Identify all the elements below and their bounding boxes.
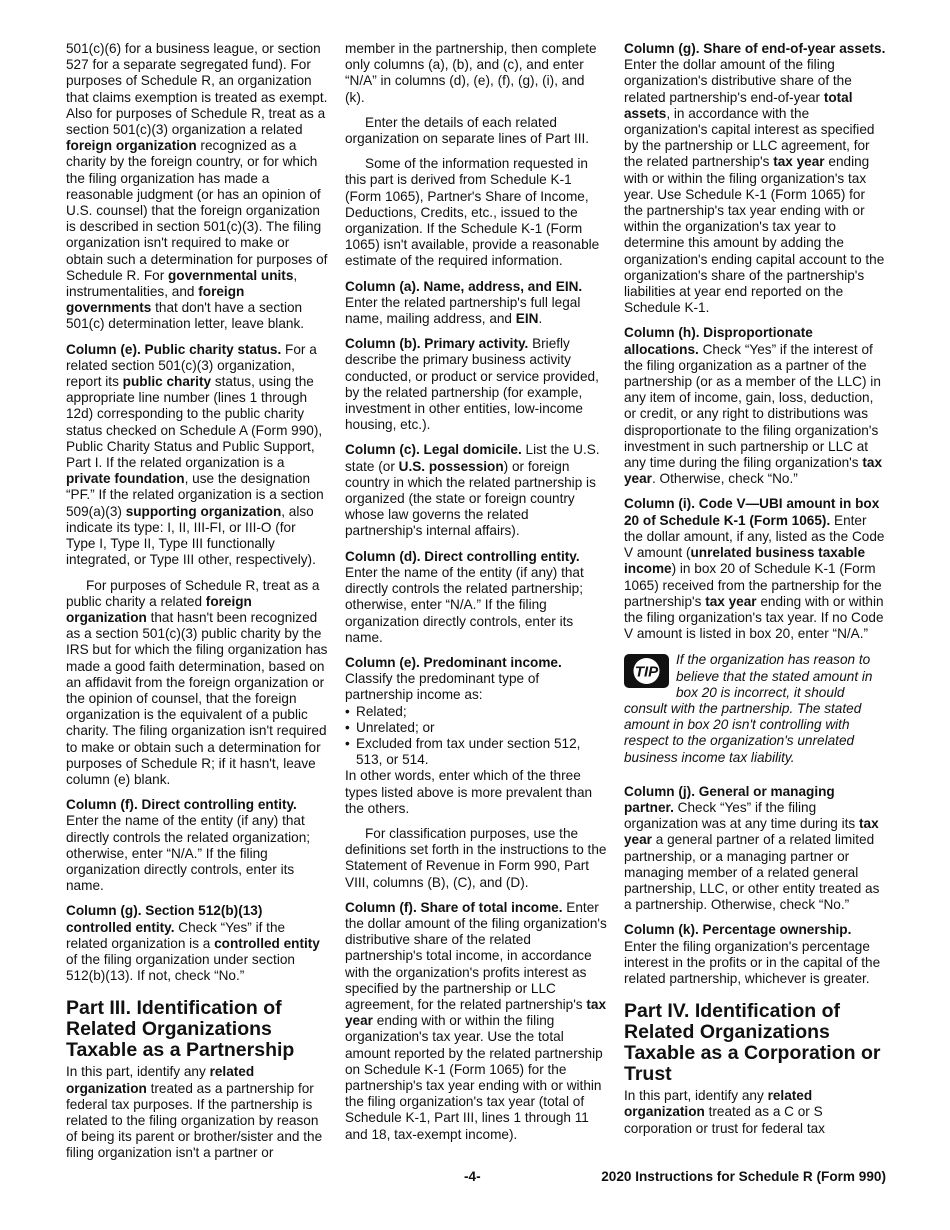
column-1 [66,41,328,1171]
column-h-disproportionate-allocations: Column (h). Disproportionate allocations. Check “Yes” if the interest of the filing organization as a partner of the partnership (or as a member of the LLC) in any item of income, gain, loss, deduction, or credit, or any right to distributions was disproportionate to the filing organization's investment in such partnership or LLC at any time during the filing organization's tax year. Otherwise, check “No.” [624,325,883,487]
part-iv-heading: Part IV. Identification of Related Organizations Taxable as a Corporation or Trust [624,1000,881,1086]
column-g-heading: Column (g). Section 512(b)(13) controlled entity. [66,903,263,935]
column-f-heading: Column (f). Direct controlling entity. [66,797,297,813]
list-item: • Excluded from tax under section 512, 513, or 514. [345,736,607,768]
column-d-heading: Column (d). Direct controlling entity. [345,548,580,564]
paragraph-more-prevalent: In other words, enter which of the three types listed above is more prevalent than the others. [345,768,593,816]
column-g-controlled-entity: Column (g). Section 512(b)(13) controlled entity. Check “Yes” if the related organization is a controlled entity of the filing organization under section 512(b)(13). If not, check “No.” [66,903,320,984]
tip-box [624,652,886,765]
column-k-heading: Column (k). Percentage ownership. [624,922,852,938]
paragraph-details-separate-lines: Enter the details of each related organization on separate lines of Part III. [345,114,590,147]
list-item: • Related; [345,704,607,720]
part-iii-heading: Part III. Identification of Related Organizations Taxable as a Partnership [66,997,295,1062]
column-f-direct-controlling-entity: Column (f). Direct controlling entity. Enter the name of the entity (if any) that directly controls the related organization; otherwise, enter “N/A.” If the filing organization directly controls, enter its name. [66,797,311,894]
tip-label: TIP [634,663,659,681]
column-e-heading: Column (e). Public charity status. [66,341,282,357]
column-b-heading: Column (b). Primary activity. [345,336,529,352]
paragraph-classification: For classification purposes, use the definitions set forth in the instructions to the Statement of Revenue in Form 990, Part VIII, columns (B), (C), and (D). [345,825,607,890]
column-a-heading: Column (a). Name, address, and EIN. [345,278,583,294]
column-e-heading: Column (e). Predominant income. [345,654,562,670]
column-e-public-charity-status: Column (e). Public charity status. For a related section 501(c)(3) organization, report its public charity status, using the appropriate line number (lines 1 through 12d) corresponding to the public charity status checked on Schedule A (Form 990), Public Charity Status and Public Support, Part I. If the related organization is a private foundation, use the designation “PF.” If the related organization is a section 509(a)(3) supporting organization, also indicate its type: I, II, III-FI, or III-O (for Type I, Type II, Type III functionally integrated, or Type III other, respectively). [66,341,324,568]
column-c-heading: Column (c). Legal domicile. [345,442,522,458]
income-type-list [345,704,607,769]
column-c-legal-domicile: Column (c). Legal domicile. List the U.S. state (or U.S. possession) or foreign country in which the related partnership is organized (the state or foreign country whose law governs the related partnership's internal affairs). [345,442,600,539]
column-i-heading: Column (i). Code V—UBI amount in box 20 of Schedule K-1 (Form 1065). [624,496,880,528]
column-j-general-managing-partner: Column (j). General or managing partner. Check “Yes” if the filing organization was at any time during its tax year a general partner of a related limited partnership, or a managing partner or managing member of a related general partnership, LLC, or other entity treated as a partnership. Otherwise, check “No.” [624,783,880,913]
list-item: • Unrelated; or [345,720,607,736]
column-d-direct-controlling-entity: Column (d). Direct controlling entity. Enter the name of the entity (if any) that directly controls the related partnership; otherwise, enter “N/A.” If the filing organization directly controls, enter its name. [345,548,584,645]
column-e-predominant-income: Column (e). Predominant income. Classify the predominant type of partnership income as: [345,654,562,703]
paragraph-public-charity-treatment: For purposes of Schedule R, treat as a public charity a related foreign organization that hasn't been recognized as a section 501(c)(3) public charity by the IRS but for which the filing organization has made a good faith determination, based on an affidavit from the foreign organization or the opinion of counsel, that the foreign organization is the equivalent of a public charity. The filing organization isn't required to make or obtain such a determination for purposes of Schedule R; if it hasn't, leave column (e) blank. [66,577,328,787]
column-2 [345,41,607,1152]
tip-icon [624,654,669,688]
column-j-heading: Column (j). General or managing partner. [624,783,835,815]
document-title: 2020 Instructions for Schedule R (Form 990) [601,1169,886,1184]
column-a-name-address-ein: Column (a). Name, address, and EIN. Enter the related partnership's full legal name, mailing address, and EIN. [345,278,583,327]
column-g-heading: Column (g). Share of end-of-year assets. [624,41,886,56]
part-iii-intro: In this part, identify any related organization treated as a partnership for federal tax purposes. If the partnership is related to the filing organization by reason of being its parent or brother/sister and the filing organization isn't a partner or [66,1064,323,1161]
page-number: -4- [464,1169,481,1184]
column-i-code-v-ubi: Column (i). Code V—UBI amount in box 20 of Schedule K-1 (Form 1065). Enter the dollar amount, if any, listed as the Code V amount (unrelated business taxable income) in box 20 of Schedule K-1 (Form 1065) received from the partnership for the partnership's tax year ending with or within the filing organization's tax year. If no Code V amount is listed in box 20, enter “N/A.” [624,496,885,642]
column-f-share-of-total-income: Column (f). Share of total income. Enter the dollar amount of the filing organization's distributive share of the related partnership's total income, in accordance with the organization's profits interest as specified by the partnership or LLC agreement, for the related partnership's tax year ending with or within the filing organization's tax year. Use the total amount reported by the related partnership on Schedule K-1 (Form 1065) for the partnership's tax year ending with or within the filing organization's tax year (total of Schedule K-1, Part III, lines 1 through 11 and 18, tax-exempt income). [345,899,607,1142]
paragraph-foreign-organization: 501(c)(6) for a business league, or section 527 for a separate segregated fund). For purposes of Schedule R, an organization that claims exemption is treated as exempt. Also for purposes of Schedule R, treat as a section 501(c)(3) organization a related foreign organization recognized as a charity by the foreign country, or for which the filing organization has made a reasonable judgment (or has an opinion of U.S. counsel) that the foreign organization is described in section 501(c)(3). The filing organization isn't required to make or obtain such a determination for purposes of Schedule R. For governmental units, instrumentalities, and foreign governments that don't have a section 501(c) determination letter, leave blank. [66,41,328,332]
paragraph-partnership-member: member in the partnership, then complete only columns (a), (b), and (c), and enter “N/A” in columns (d), (e), (f), (g), (i), and (k). [345,41,597,105]
column-k-percentage-ownership: Column (k). Percentage ownership. Enter the filing organization's percentage interest in the profits or in the capital of the related partnership, whichever is greater. [624,922,881,986]
column-h-heading: Column (h). Disproportionate allocations. [624,325,813,357]
column-b-primary-activity: Column (b). Primary activity. Briefly describe the primary business activity conducted, or product or service provided, by the related partnership (for example, investment in other entities, low-income housing, etc.). [345,336,599,433]
paragraph-schedule-k1: Some of the information requested in this part is derived from Schedule K-1 (Form 1065), Partner's Share of Income, Deductions, Credits, etc., issued to the organization. If the Schedule K-1 (Form 1065) isn't available, provide a reasonable estimate of the required information. [345,156,600,269]
column-g-share-of-assets: Column (g). Share of end-of-year assets. Enter the dollar amount of the filing organization's distributive share of the related partnership's end-of-year total assets, in accordance with the organization's capital interest as specified by the partnership or LLC agreement, for the related partnership's tax year ending with or within the filing organization's tax year. Use Schedule K-1 (Form 1065) for the partnership's tax year ending with or within the organization's tax year to determine this amount by adding the organization's ending capital account to the organization's share of the partnership's liabilities at year end reported on the Schedule K-1. [624,41,886,316]
tip-text: If the organization has reason to believe that the stated amount in box 20 is incorrect, it should consult with the partnership. The stated amount in box 20 isn't controlling with respect to the organization's unrelated business income tax liability. [624,652,873,765]
column-3 [624,41,886,1146]
part-iv-intro: In this part, identify any related organization treated as a C or S corporation or trust for federal tax [624,1088,825,1136]
column-f-heading: Column (f). Share of total income. [345,899,563,915]
